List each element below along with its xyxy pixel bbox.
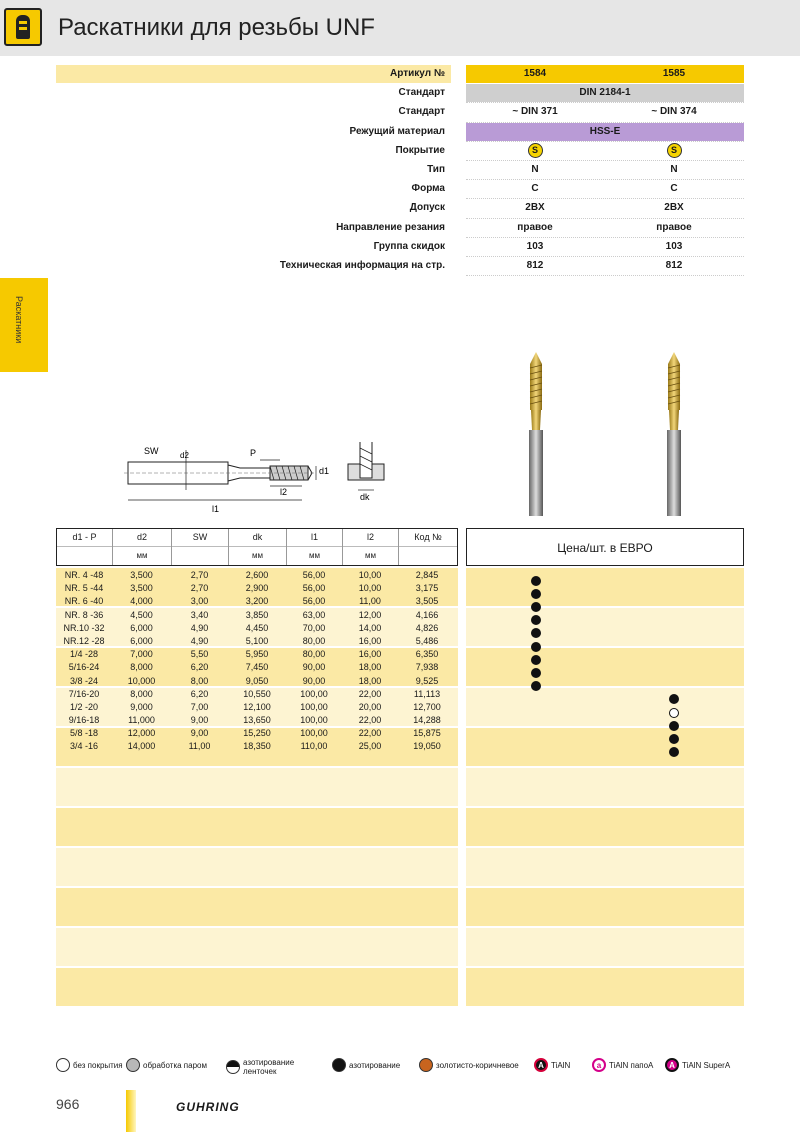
legend-label: азотирование ленточек	[243, 1058, 295, 1076]
legend-item	[534, 1058, 570, 1072]
coating-swatch-icon	[332, 1058, 346, 1072]
table-cell: 18,00	[358, 675, 382, 686]
label-p: P	[250, 448, 257, 458]
table-cell: 3,850	[245, 609, 269, 620]
column-header	[229, 529, 287, 565]
table-cell: 8,000	[130, 662, 153, 673]
table-cell: 22,00	[358, 728, 382, 739]
attribute-label: Покрытие	[395, 144, 445, 156]
table-row[interactable]	[56, 635, 458, 648]
availability-filled-dot-icon[interactable]	[531, 655, 541, 665]
coating-swatch-icon: A	[534, 1058, 548, 1072]
table-cell: 3,200	[245, 596, 269, 607]
coating-swatch-icon	[419, 1058, 433, 1072]
table-cell: 5,950	[245, 649, 269, 660]
availability-filled-dot-icon[interactable]	[531, 668, 541, 678]
column-header	[113, 529, 172, 565]
column-unit	[172, 547, 228, 565]
table-cell: 3,175	[415, 583, 439, 594]
table-cell: 20,00	[358, 701, 382, 712]
legend-item	[56, 1058, 123, 1072]
table-cell: 11,000	[128, 715, 155, 726]
table-cell: 5,486	[415, 635, 439, 646]
attribute-label: Форма	[411, 183, 445, 195]
price-band	[466, 968, 744, 1006]
table-row[interactable]	[56, 609, 458, 622]
table-cell: 110,00	[300, 741, 328, 752]
coating-swatch-icon: a	[592, 1058, 606, 1072]
table-cell: 3,505	[415, 596, 439, 607]
table-cell: 4,826	[415, 622, 439, 633]
label-d1: d1	[319, 466, 330, 476]
attribute-value-1584: 103	[526, 240, 544, 252]
table-cell: 2,70	[190, 570, 209, 580]
legend-label: TiAlN	[551, 1060, 571, 1070]
label-d2: d2	[180, 451, 189, 460]
availability-filled-dot-icon[interactable]	[531, 642, 541, 652]
table-cell: 15,250	[243, 728, 271, 739]
table-cell: 8,00	[190, 675, 209, 686]
attribute-value-1585: 103	[665, 240, 683, 252]
table-cell: 12,100	[243, 701, 271, 712]
table-cell: 70,00	[302, 622, 326, 633]
table-row[interactable]	[56, 714, 458, 727]
table-cell: 16,00	[358, 635, 382, 646]
table-cell: 10,00	[358, 583, 382, 594]
table-cell: 3,500	[130, 570, 153, 580]
column-unit	[399, 547, 457, 565]
table-cell: 12,00	[358, 609, 382, 620]
table-cell: 2,600	[245, 570, 269, 580]
price-band	[466, 608, 744, 646]
table-cell: 18,350	[243, 741, 271, 752]
column-unit: мм	[309, 551, 320, 560]
table-band	[56, 808, 458, 846]
attribute-row	[56, 238, 744, 257]
coating-swatch-icon	[126, 1058, 140, 1072]
table-cell: NR. 5 -44	[64, 583, 104, 594]
table-cell: NR. 4 -48	[64, 570, 104, 580]
attribute-label: Стандарт	[398, 87, 445, 99]
attribute-value-1584: правое	[517, 221, 553, 233]
table-row[interactable]	[56, 582, 458, 595]
availability-open-circle-icon[interactable]	[669, 708, 679, 718]
legend-label: золотисто-коричневое	[436, 1060, 519, 1070]
table-cell: 6,20	[190, 662, 209, 673]
price-band	[466, 568, 744, 606]
side-tab-label: Раскатники	[14, 296, 24, 344]
table-cell: 7,938	[415, 662, 439, 673]
attribute-value-1585: ~ DIN 374	[651, 106, 697, 118]
table-cell: 10,00	[358, 570, 382, 580]
column-header	[57, 529, 113, 565]
coating-swatch-icon: A	[665, 1058, 679, 1072]
table-header	[56, 528, 458, 566]
table-cell: 19,050	[413, 741, 441, 752]
attribute-label: Техническая информация на стр.	[279, 259, 445, 271]
attribute-row	[56, 123, 744, 142]
price-band	[466, 848, 744, 886]
table-cell: 63,00	[302, 609, 326, 620]
table-cell: NR. 6 -40	[64, 596, 104, 607]
attribute-value-1585: C	[670, 183, 678, 195]
table-row[interactable]	[56, 648, 458, 661]
attribute-row	[56, 65, 744, 84]
attribute-value-1584: 812	[526, 259, 544, 271]
table-cell: 7,450	[245, 662, 269, 673]
legend-item	[332, 1058, 400, 1072]
table-band	[56, 968, 458, 1006]
table-cell: 16,00	[358, 649, 382, 660]
attribute-row	[56, 199, 744, 218]
table-row[interactable]	[56, 688, 458, 701]
table-cell: 3/4 -16	[69, 741, 99, 752]
legend-item	[665, 1058, 730, 1072]
attribute-label: Режущий материал	[349, 125, 445, 137]
table-cell: 10,000	[127, 675, 156, 686]
table-cell: 22,00	[358, 688, 382, 699]
attribute-value-1584: 1584	[466, 65, 604, 83]
table-band	[56, 768, 458, 806]
table-cell: 10,550	[243, 688, 271, 699]
table-row[interactable]	[56, 661, 458, 674]
attribute-value-1584: N	[531, 163, 539, 175]
attribute-value-1585: 2BX	[664, 202, 684, 214]
table-cell: NR.10 -32	[63, 622, 105, 633]
legend-item	[592, 1058, 653, 1072]
table-cell: 25,00	[358, 741, 382, 752]
price-band	[466, 648, 744, 686]
table-cell: 3/8 -24	[69, 675, 99, 686]
column-header-label: d1 - P	[57, 529, 112, 547]
table-cell: 7/16-20	[68, 688, 100, 699]
price-band	[466, 888, 744, 926]
coating-badge-icon	[604, 142, 744, 160]
attribute-row	[56, 142, 744, 161]
table-cell: 90,00	[302, 662, 326, 673]
table-cell: 1/2 -20	[69, 701, 99, 712]
column-unit: мм	[252, 551, 263, 560]
column-header	[399, 529, 457, 565]
table-cell: 100,00	[300, 688, 328, 699]
table-cell: 9/16-18	[68, 715, 100, 726]
table-cell: 14,00	[358, 622, 382, 633]
table-row[interactable]	[56, 675, 458, 688]
table-cell: 100,00	[300, 715, 328, 726]
table-cell: 3,500	[130, 583, 153, 594]
table-cell: 13,650	[243, 715, 271, 726]
column-unit: мм	[136, 551, 148, 560]
attribute-label: Тип	[427, 163, 445, 175]
table-cell: 12,700	[413, 701, 441, 712]
attribute-label: Стандарт	[398, 106, 445, 118]
attribute-row	[56, 103, 744, 122]
label-l2: l2	[280, 487, 288, 497]
footer-accent-bar	[126, 1090, 136, 1132]
coating-swatch-icon	[226, 1060, 240, 1074]
table-cell: 14,000	[127, 741, 156, 752]
table-cell: 6,000	[130, 635, 153, 646]
table-cell: 1/4 -28	[69, 649, 99, 660]
availability-filled-dot-icon[interactable]	[669, 721, 679, 731]
column-header-label: SW	[172, 529, 228, 547]
table-cell: 5,100	[245, 635, 269, 646]
price-band	[466, 728, 744, 766]
legend-label: без покрытия	[73, 1060, 123, 1070]
availability-filled-dot-icon[interactable]	[531, 602, 541, 612]
table-cell: 3,40	[190, 609, 209, 620]
price-band	[466, 808, 744, 846]
attribute-value-1585: 1585	[604, 65, 744, 83]
table-row[interactable]	[56, 569, 458, 582]
attribute-label: Группа скидок	[373, 240, 445, 252]
column-header-label: d2	[113, 529, 171, 547]
attribute-label: Направление резания	[336, 221, 445, 233]
table-cell: 2,70	[190, 583, 209, 594]
price-band	[466, 768, 744, 806]
column-header-label: Код №	[399, 529, 457, 547]
attribute-table	[56, 65, 744, 276]
table-cell: 11,00	[188, 741, 211, 752]
column-header	[343, 529, 399, 565]
attribute-value-shared: HSS-E	[466, 123, 744, 141]
attribute-value-1585: правое	[656, 221, 692, 233]
table-row[interactable]	[56, 740, 458, 753]
table-cell: 56,00	[302, 596, 326, 607]
column-unit	[57, 547, 112, 565]
column-header-label: l1	[287, 529, 342, 547]
attribute-label: Допуск	[409, 202, 445, 214]
attribute-row	[56, 219, 744, 238]
table-cell: 4,500	[130, 609, 153, 620]
table-cell: 2,845	[415, 570, 439, 580]
table-cell: 9,050	[245, 675, 269, 686]
table-cell: 56,00	[302, 583, 326, 594]
table-band	[56, 928, 458, 966]
column-unit: мм	[365, 551, 376, 560]
table-cell: 5/8 -18	[69, 728, 99, 739]
page-number: 966	[56, 1096, 80, 1112]
table-cell: 14,288	[413, 715, 441, 726]
column-header-label: dk	[229, 529, 286, 547]
table-cell: 7,00	[190, 701, 209, 712]
price-band	[466, 688, 744, 726]
table-cell: 8,000	[130, 688, 153, 699]
table-row[interactable]	[56, 622, 458, 635]
table-cell: 4,90	[190, 635, 209, 646]
attribute-value-1584: ~ DIN 371	[512, 106, 558, 118]
availability-filled-dot-icon[interactable]	[531, 576, 541, 586]
table-body	[56, 569, 458, 754]
table-cell: 11,113	[413, 688, 441, 699]
table-cell: 6,20	[190, 688, 209, 699]
label-l1: l1	[212, 504, 220, 514]
table-cell: 9,525	[415, 675, 439, 686]
coating-s-icon: S	[528, 143, 543, 158]
footer-brand-logo: GUHRING	[176, 1100, 240, 1114]
label-sw: SW	[144, 446, 159, 456]
legend-label: TiAlN папоА	[609, 1060, 654, 1070]
table-cell: 4,166	[415, 609, 439, 620]
attribute-value-shared: DIN 2184-1	[466, 84, 744, 102]
table-cell: 15,875	[413, 728, 441, 739]
label-dk: dk	[360, 492, 370, 502]
table-cell: 5,50	[190, 649, 209, 660]
table-cell: 18,00	[358, 662, 382, 673]
table-cell: 4,450	[245, 622, 269, 633]
column-header	[287, 529, 343, 565]
attribute-value-1584: C	[531, 183, 539, 195]
attribute-row	[56, 161, 744, 180]
attribute-value-1584: 2BX	[525, 202, 545, 214]
table-cell: 100,00	[300, 701, 328, 712]
column-header-label: l2	[343, 529, 398, 547]
brand-logo-icon	[4, 8, 42, 46]
table-cell: 9,00	[190, 715, 209, 726]
row-divider	[466, 275, 744, 276]
table-cell: NR. 8 -36	[64, 609, 104, 620]
availability-filled-dot-icon[interactable]	[669, 734, 679, 744]
tap-dimension-drawing	[120, 440, 390, 520]
attribute-row	[56, 180, 744, 199]
legend-item	[226, 1058, 295, 1076]
table-cell: 3,00	[190, 596, 209, 607]
price-band	[466, 928, 744, 966]
table-band	[56, 888, 458, 926]
attribute-row	[56, 257, 744, 276]
page-header	[0, 0, 800, 56]
table-row[interactable]	[56, 727, 458, 740]
table-cell: 9,000	[130, 701, 153, 712]
table-band	[56, 848, 458, 886]
table-cell: 11,00	[359, 596, 381, 607]
coating-s-icon: S	[667, 143, 682, 158]
table-cell: 12,000	[127, 728, 156, 739]
legend-item	[419, 1058, 519, 1072]
tap-image-1585	[656, 350, 692, 520]
attribute-value-1585: N	[670, 163, 678, 175]
legend-label: обработка паром	[143, 1060, 207, 1070]
legend-label: TiAlN SuperA	[682, 1060, 731, 1070]
table-cell: NR.12 -28	[63, 635, 105, 646]
table-cell: 6,350	[415, 649, 439, 660]
table-row[interactable]	[56, 595, 458, 608]
table-row[interactable]	[56, 701, 458, 714]
legend-label: азотирование	[349, 1060, 401, 1070]
coating-swatch-icon	[56, 1058, 70, 1072]
attribute-value-1585: 812	[665, 259, 683, 271]
attribute-row	[56, 84, 744, 103]
table-cell: 4,90	[190, 622, 209, 633]
coating-legend	[56, 1054, 756, 1080]
price-header: Цена/шт. в ЕВРО	[466, 528, 744, 566]
dimension-table	[56, 528, 458, 754]
legend-item	[126, 1058, 207, 1072]
column-header	[172, 529, 229, 565]
table-cell: 9,00	[190, 728, 209, 739]
table-cell: 100,00	[300, 728, 328, 739]
table-cell: 5/16-24	[68, 662, 100, 673]
coating-badge-icon	[466, 142, 604, 160]
table-cell: 22,00	[358, 715, 382, 726]
table-cell: 4,000	[130, 596, 153, 607]
table-cell: 2,900	[245, 583, 269, 594]
table-cell: 7,000	[130, 649, 153, 660]
table-cell: 90,00	[302, 675, 326, 686]
availability-filled-dot-icon[interactable]	[531, 589, 541, 599]
tap-image-1584	[518, 350, 554, 520]
table-cell: 6,000	[130, 622, 153, 633]
table-cell: 56,00	[302, 570, 326, 580]
page-title: Раскатники для резьбы UNF	[58, 14, 375, 41]
table-cell: 80,00	[302, 649, 326, 660]
table-cell: 80,00	[302, 635, 326, 646]
side-section-tab[interactable]	[0, 278, 48, 372]
attribute-label: Артикул №	[56, 65, 451, 83]
